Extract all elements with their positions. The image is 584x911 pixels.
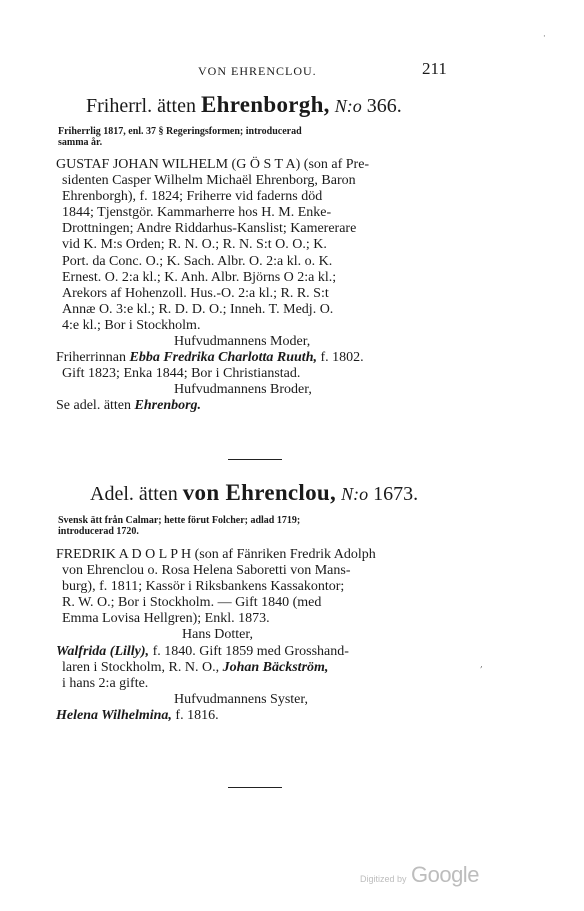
body-line: Ehrenborgh), f. 1824; Friherre vid faderns död — [62, 189, 323, 205]
mother-name: Ebba Fredrika Charlotta Ruuth, — [129, 350, 317, 366]
sister-born: f. 1816. — [175, 707, 219, 723]
entry-note — [58, 515, 300, 537]
body-line: Emma Lovisa Hellgren); Enkl. 1873. — [62, 611, 270, 627]
daughter-heading: Hans Dotter, — [182, 627, 253, 643]
note-line: samma år. — [58, 137, 103, 148]
body-line: FREDRIK A D O L P H (son af Fänriken Fredrik Adolph — [56, 547, 376, 562]
sister-line — [56, 708, 476, 724]
body-line: Arekors af Hohenzoll. Hus.-O. 2:a kl.; R. R. S:t — [62, 285, 329, 301]
entry-name: Ehrenborgh, — [200, 92, 330, 117]
section-divider — [228, 787, 282, 788]
sister-heading: Hufvudmannens Syster, — [174, 691, 308, 707]
mother-prefix: Friherrinnan — [56, 350, 126, 366]
note-line: Svensk ätt från Calmar; hette förut Folcher; adlad 1719; — [58, 515, 301, 526]
entry-no-label: N:o — [341, 484, 369, 504]
entry-rank: Adel. ätten — [90, 483, 178, 505]
body-line: Port. da Conc. O.; K. Sach. Albr. O. 2:a kl. o. K. — [62, 253, 333, 269]
body-line: Drottningen; Andre Riddarhus-Kanslist; Kamererare — [62, 221, 357, 237]
entry-note — [58, 126, 302, 148]
body-line: vid K. M:s Orden; R. N. O.; R. N. S:t O. O.; K. — [62, 237, 327, 253]
watermark-text: Digitized by — [360, 874, 407, 884]
brother-line — [56, 398, 476, 414]
entry-heading-ehrenborgh — [86, 92, 402, 118]
brother-prefix: Se adel. ätten — [56, 398, 132, 414]
brother-heading: Hufvudmannens Broder, — [174, 382, 312, 398]
scan-speck: · — [543, 32, 546, 42]
daughter-line — [56, 644, 476, 660]
running-title: VON EHRENCLOU. — [198, 64, 317, 78]
daughter-rest: f. 1840. Gift 1859 med Grosshand- — [152, 643, 349, 659]
entry-body-ehrenborgh — [56, 157, 476, 415]
daughter-line-3: i hans 2:a gifte. — [62, 675, 149, 691]
mother-line-2: Gift 1823; Enka 1844; Bor i Christianstad. — [62, 366, 301, 382]
body-line: Ernest. O. 2:a kl.; K. Anh. Albr. Björns O 2:a kl.; — [62, 269, 337, 285]
body-line: sidenten Casper Wilhelm Michaël Ehrenborg, Baron — [62, 173, 356, 189]
scan-speck: , — [480, 660, 483, 670]
daughter-husband-info: laren i Stockholm, R. N. O., — [62, 659, 220, 675]
body-line: burg), f. 1811; Kassör i Riksbankens Kassakontor; — [62, 579, 345, 595]
entry-number: 366. — [366, 95, 402, 117]
note-line: Friherrlig 1817, enl. 37 § Regeringsformen; introducerad — [58, 126, 302, 137]
entry-name: von Ehrenclou, — [182, 480, 337, 505]
entry-rank: Friherrl. ätten — [86, 95, 196, 117]
entry-heading-ehrenclou — [90, 480, 418, 506]
body-line: GUSTAF JOHAN WILHELM (G Ö S T A) (son af Pre- — [56, 157, 370, 172]
sister-name: Helena Wilhelmina, — [56, 707, 172, 723]
daughter-line-2 — [56, 660, 476, 676]
mother-born: f. 1802. — [320, 350, 364, 366]
body-line: Annæ O. 3:e kl.; R. D. D. O.; Inneh. T. Medj. O. — [62, 301, 334, 317]
brother-name: Ehrenborg. — [134, 398, 202, 414]
digitization-watermark — [360, 862, 479, 888]
entry-no-label: N:o — [334, 96, 362, 116]
body-line: 4:e kl.; Bor i Stockholm. — [62, 317, 201, 333]
body-line: R. W. O.; Bor i Stockholm. — Gift 1840 (med — [62, 595, 322, 611]
body-line: 1844; Tjenstgör. Kammarherre hos H. M. Enke- — [62, 205, 332, 221]
mother-heading: Hufvudmannens Moder, — [174, 334, 311, 350]
body-line: von Ehrenclou o. Rosa Helena Saboretti von Mans- — [62, 563, 351, 579]
daughter-name: Walfrida (Lilly), — [56, 643, 150, 659]
google-logo: Google — [410, 862, 479, 887]
daughter-husband-name: Johan Bäckström, — [222, 659, 329, 675]
entry-number: 1673. — [373, 483, 419, 505]
note-line: introducerad 1720. — [58, 526, 139, 537]
mother-line — [56, 350, 476, 366]
section-divider — [228, 459, 282, 460]
page-number: 211 — [422, 59, 447, 78]
entry-body-ehrenclou — [56, 547, 476, 724]
